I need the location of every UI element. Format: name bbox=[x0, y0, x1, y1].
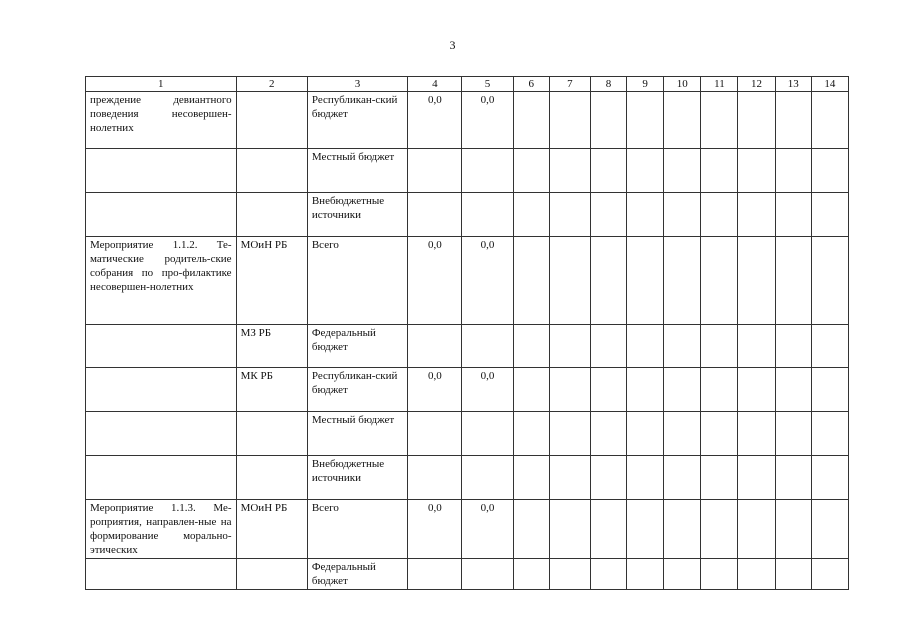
table-row bbox=[86, 237, 849, 325]
empty-cell-col13 bbox=[775, 325, 811, 368]
budget-table bbox=[85, 76, 849, 590]
empty-cell-col7 bbox=[549, 237, 590, 325]
empty-cell-col12 bbox=[738, 193, 775, 237]
column-header-14: 14 bbox=[811, 77, 848, 92]
empty-cell-col14 bbox=[811, 325, 848, 368]
executor-cell bbox=[236, 149, 307, 193]
value-col5-cell bbox=[462, 149, 513, 193]
empty-cell-col14 bbox=[811, 559, 848, 590]
empty-cell-col6 bbox=[513, 149, 549, 193]
empty-cell-col7 bbox=[549, 456, 590, 500]
empty-cell-col13 bbox=[775, 237, 811, 325]
empty-cell-col9 bbox=[627, 368, 664, 412]
empty-cell-col14 bbox=[811, 500, 848, 559]
page-number: 3 bbox=[449, 38, 456, 52]
empty-cell-col13 bbox=[775, 92, 811, 149]
empty-cell-col11 bbox=[701, 237, 738, 325]
table-row bbox=[86, 456, 849, 500]
empty-cell-col14 bbox=[811, 237, 848, 325]
activity-cell: Мероприятие 1.1.2. Те-матические родитель-ские собрания по про-филактике несовершен-нолетних bbox=[86, 237, 237, 325]
empty-cell-col8 bbox=[590, 92, 626, 149]
column-header-4: 4 bbox=[408, 77, 462, 92]
value-col5-cell: 0,0 bbox=[462, 92, 513, 149]
empty-cell-col11 bbox=[701, 500, 738, 559]
column-header-12: 12 bbox=[738, 77, 775, 92]
empty-cell-col7 bbox=[549, 193, 590, 237]
value-col4-cell bbox=[408, 559, 462, 590]
empty-cell-col9 bbox=[627, 237, 664, 325]
empty-cell-col8 bbox=[590, 559, 626, 590]
empty-cell-col6 bbox=[513, 325, 549, 368]
empty-cell-col6 bbox=[513, 368, 549, 412]
empty-cell-col8 bbox=[590, 412, 626, 456]
empty-cell-col9 bbox=[627, 559, 664, 590]
empty-cell-col8 bbox=[590, 500, 626, 559]
funding-source-cell: Всего bbox=[307, 500, 407, 559]
empty-cell-col14 bbox=[811, 412, 848, 456]
value-col4-cell: 0,0 bbox=[408, 92, 462, 149]
empty-cell-col13 bbox=[775, 559, 811, 590]
empty-cell-col10 bbox=[664, 559, 701, 590]
executor-cell bbox=[236, 412, 307, 456]
value-col4-cell bbox=[408, 456, 462, 500]
empty-cell-col12 bbox=[738, 237, 775, 325]
column-header-3: 3 bbox=[307, 77, 407, 92]
value-col5-cell bbox=[462, 193, 513, 237]
value-col4-cell: 0,0 bbox=[408, 237, 462, 325]
value-col5-cell: 0,0 bbox=[462, 237, 513, 325]
empty-cell-col11 bbox=[701, 325, 738, 368]
empty-cell-col9 bbox=[627, 456, 664, 500]
funding-source-cell: Всего bbox=[307, 237, 407, 325]
empty-cell-col7 bbox=[549, 368, 590, 412]
column-header-7: 7 bbox=[549, 77, 590, 92]
column-header-9: 9 bbox=[627, 77, 664, 92]
funding-source-cell: Федеральный бюджет bbox=[307, 325, 407, 368]
value-col5-cell bbox=[462, 456, 513, 500]
activity-cell bbox=[86, 368, 237, 412]
column-header-10: 10 bbox=[664, 77, 701, 92]
column-header-11: 11 bbox=[701, 77, 738, 92]
empty-cell-col11 bbox=[701, 193, 738, 237]
empty-cell-col9 bbox=[627, 193, 664, 237]
table-row bbox=[86, 559, 849, 590]
empty-cell-col6 bbox=[513, 456, 549, 500]
empty-cell-col12 bbox=[738, 325, 775, 368]
empty-cell-col8 bbox=[590, 368, 626, 412]
empty-cell-col9 bbox=[627, 149, 664, 193]
activity-cell bbox=[86, 412, 237, 456]
value-col4-cell: 0,0 bbox=[408, 368, 462, 412]
empty-cell-col14 bbox=[811, 368, 848, 412]
empty-cell-col11 bbox=[701, 559, 738, 590]
empty-cell-col12 bbox=[738, 456, 775, 500]
empty-cell-col11 bbox=[701, 368, 738, 412]
empty-cell-col6 bbox=[513, 92, 549, 149]
funding-source-cell: Республикан-ский бюджет bbox=[307, 368, 407, 412]
empty-cell-col9 bbox=[627, 325, 664, 368]
funding-source-cell: Местный бюджет bbox=[307, 149, 407, 193]
empty-cell-col8 bbox=[590, 149, 626, 193]
empty-cell-col7 bbox=[549, 92, 590, 149]
funding-source-cell: Внебюджетные источники bbox=[307, 193, 407, 237]
empty-cell-col6 bbox=[513, 412, 549, 456]
empty-cell-col10 bbox=[664, 193, 701, 237]
value-col5-cell bbox=[462, 559, 513, 590]
value-col5-cell: 0,0 bbox=[462, 500, 513, 559]
empty-cell-col7 bbox=[549, 325, 590, 368]
table-row bbox=[86, 368, 849, 412]
empty-cell-col14 bbox=[811, 92, 848, 149]
executor-cell bbox=[236, 92, 307, 149]
value-col4-cell: 0,0 bbox=[408, 500, 462, 559]
empty-cell-col7 bbox=[549, 559, 590, 590]
activity-cell bbox=[86, 325, 237, 368]
empty-cell-col7 bbox=[549, 412, 590, 456]
table-body bbox=[86, 92, 849, 590]
empty-cell-col14 bbox=[811, 456, 848, 500]
table-row bbox=[86, 193, 849, 237]
column-header-1: 1 bbox=[86, 77, 237, 92]
table-row bbox=[86, 325, 849, 368]
empty-cell-col10 bbox=[664, 500, 701, 559]
empty-cell-col8 bbox=[590, 193, 626, 237]
column-header-8: 8 bbox=[590, 77, 626, 92]
activity-cell bbox=[86, 193, 237, 237]
executor-cell bbox=[236, 193, 307, 237]
header-row bbox=[86, 77, 849, 92]
activity-cell bbox=[86, 559, 237, 590]
table-row bbox=[86, 412, 849, 456]
empty-cell-col10 bbox=[664, 368, 701, 412]
empty-cell-col9 bbox=[627, 92, 664, 149]
funding-source-cell: Местный бюджет bbox=[307, 412, 407, 456]
column-header-5: 5 bbox=[462, 77, 513, 92]
empty-cell-col13 bbox=[775, 149, 811, 193]
empty-cell-col14 bbox=[811, 149, 848, 193]
empty-cell-col6 bbox=[513, 237, 549, 325]
empty-cell-col12 bbox=[738, 559, 775, 590]
table-row bbox=[86, 149, 849, 193]
empty-cell-col6 bbox=[513, 500, 549, 559]
executor-cell bbox=[236, 456, 307, 500]
value-col4-cell bbox=[408, 149, 462, 193]
empty-cell-col8 bbox=[590, 237, 626, 325]
empty-cell-col13 bbox=[775, 412, 811, 456]
table-row bbox=[86, 500, 849, 559]
executor-cell bbox=[236, 559, 307, 590]
empty-cell-col11 bbox=[701, 456, 738, 500]
empty-cell-col13 bbox=[775, 500, 811, 559]
empty-cell-col8 bbox=[590, 325, 626, 368]
activity-cell bbox=[86, 149, 237, 193]
column-header-13: 13 bbox=[775, 77, 811, 92]
funding-source-cell: Внебюджетные источники bbox=[307, 456, 407, 500]
empty-cell-col6 bbox=[513, 559, 549, 590]
empty-cell-col6 bbox=[513, 193, 549, 237]
executor-cell: МОиН РБ bbox=[236, 237, 307, 325]
empty-cell-col12 bbox=[738, 412, 775, 456]
executor-cell: МОиН РБ bbox=[236, 500, 307, 559]
activity-cell: Мероприятие 1.1.3. Ме-роприятия, направлен-ные на формирование морально-этических bbox=[86, 500, 237, 559]
empty-cell-col7 bbox=[549, 500, 590, 559]
column-header-6: 6 bbox=[513, 77, 549, 92]
empty-cell-col11 bbox=[701, 92, 738, 149]
column-header-2: 2 bbox=[236, 77, 307, 92]
empty-cell-col10 bbox=[664, 412, 701, 456]
funding-source-cell: Республикан-ский бюджет bbox=[307, 92, 407, 149]
empty-cell-col10 bbox=[664, 456, 701, 500]
empty-cell-col14 bbox=[811, 193, 848, 237]
empty-cell-col12 bbox=[738, 149, 775, 193]
table-row bbox=[86, 92, 849, 149]
empty-cell-col9 bbox=[627, 500, 664, 559]
value-col4-cell bbox=[408, 193, 462, 237]
empty-cell-col11 bbox=[701, 412, 738, 456]
empty-cell-col10 bbox=[664, 149, 701, 193]
empty-cell-col10 bbox=[664, 92, 701, 149]
funding-source-cell: Федеральный бюджет bbox=[307, 559, 407, 590]
empty-cell-col12 bbox=[738, 368, 775, 412]
empty-cell-col12 bbox=[738, 500, 775, 559]
empty-cell-col9 bbox=[627, 412, 664, 456]
empty-cell-col13 bbox=[775, 456, 811, 500]
empty-cell-col10 bbox=[664, 237, 701, 325]
activity-cell: преждение девиантного поведения несовершен-нолетних bbox=[86, 92, 237, 149]
value-col4-cell bbox=[408, 412, 462, 456]
value-col5-cell bbox=[462, 412, 513, 456]
executor-cell: МК РБ bbox=[236, 368, 307, 412]
empty-cell-col13 bbox=[775, 193, 811, 237]
value-col5-cell bbox=[462, 325, 513, 368]
executor-cell: МЗ РБ bbox=[236, 325, 307, 368]
empty-cell-col11 bbox=[701, 149, 738, 193]
empty-cell-col10 bbox=[664, 325, 701, 368]
empty-cell-col13 bbox=[775, 368, 811, 412]
activity-cell bbox=[86, 456, 237, 500]
empty-cell-col8 bbox=[590, 456, 626, 500]
value-col4-cell bbox=[408, 325, 462, 368]
empty-cell-col7 bbox=[549, 149, 590, 193]
empty-cell-col12 bbox=[738, 92, 775, 149]
value-col5-cell: 0,0 bbox=[462, 368, 513, 412]
